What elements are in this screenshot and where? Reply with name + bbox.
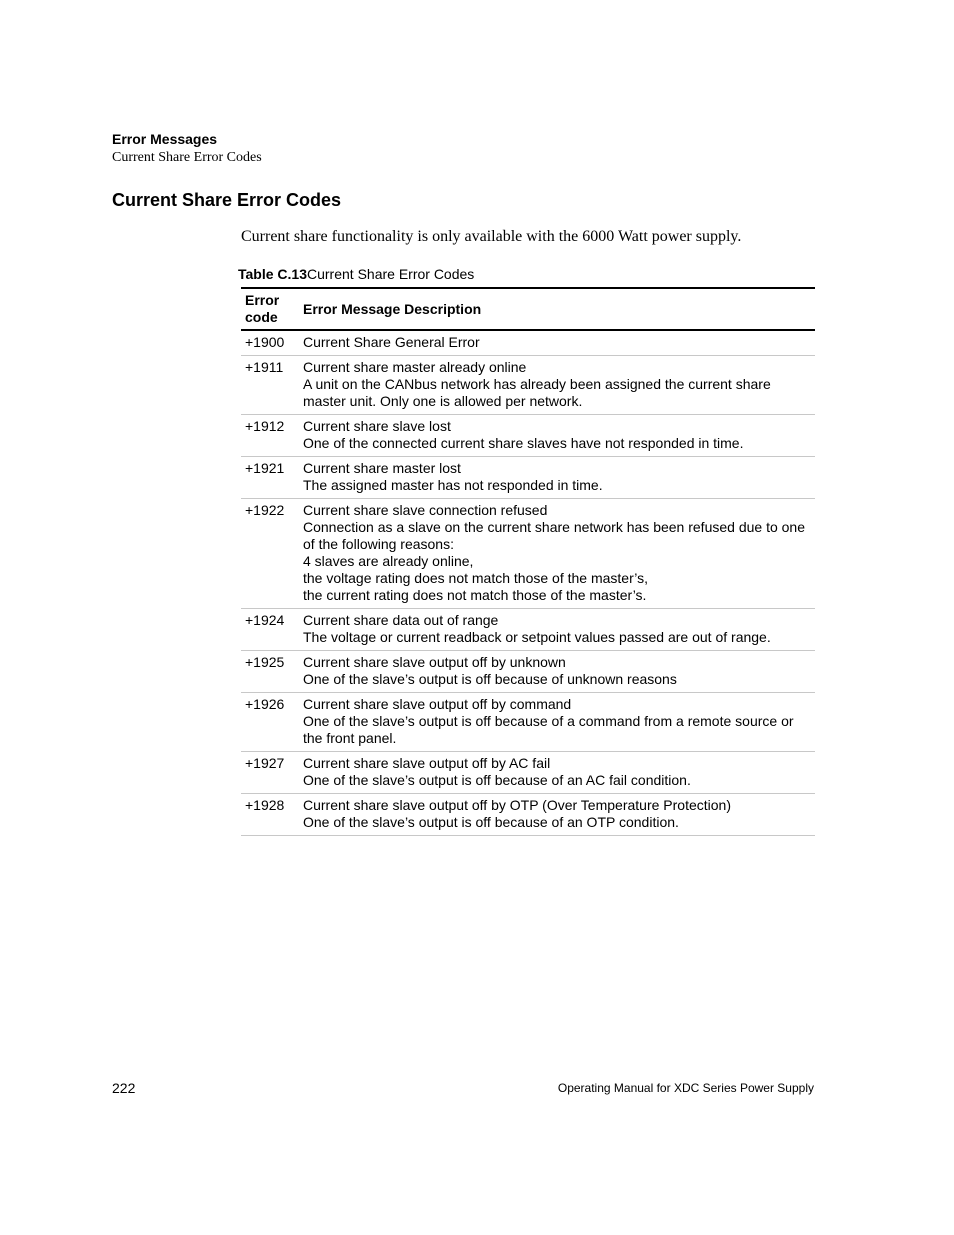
table-row bbox=[241, 651, 815, 693]
error-title: Current share slave output off by unknown bbox=[303, 654, 566, 670]
table-row bbox=[241, 356, 815, 415]
error-description-cell bbox=[299, 693, 815, 752]
header-error-code-line2: code bbox=[245, 309, 278, 325]
error-description-cell bbox=[299, 415, 815, 457]
intro-paragraph: Current share functionality is only available with the 6000 Watt power supply. bbox=[241, 228, 742, 245]
error-title: Current share data out of range bbox=[303, 612, 499, 628]
error-code-table-container bbox=[241, 287, 815, 836]
error-detail-line: One of the connected current share slaves have not responded in time. bbox=[303, 435, 744, 451]
table-caption-label: Table C.13 bbox=[238, 266, 307, 282]
error-detail-line: One of the slave’s output is off because of an AC fail condition. bbox=[303, 772, 691, 788]
error-detail-line: One of the slave’s output is off because of a command from a remote source or the front panel. bbox=[303, 713, 794, 746]
error-title: Current Share General Error bbox=[303, 334, 480, 350]
table-row bbox=[241, 415, 815, 457]
error-description-cell bbox=[299, 609, 815, 651]
error-detail-line: The voltage or current readback or setpoint values passed are out of range. bbox=[303, 629, 771, 645]
table-row bbox=[241, 499, 815, 609]
error-title: Current share slave output off by AC fail bbox=[303, 755, 551, 771]
error-title: Current share slave output off by command bbox=[303, 696, 572, 712]
running-header-subsection: Current Share Error Codes bbox=[112, 150, 262, 165]
manual-title: Operating Manual for XDC Series Power Supply bbox=[557, 1081, 814, 1095]
error-detail-line: A unit on the CANbus network has already been assigned the current share master unit. Only one is allowed per network. bbox=[303, 376, 771, 409]
error-description-cell bbox=[299, 457, 815, 499]
error-description-cell bbox=[299, 330, 815, 356]
error-title: Current share master already online bbox=[303, 359, 527, 375]
error-code-cell: +1924 bbox=[245, 612, 285, 628]
error-code-table bbox=[241, 287, 815, 836]
error-title: Current share slave lost bbox=[303, 418, 451, 434]
header-error-code-line1: Error bbox=[245, 292, 280, 308]
error-code-cell: +1926 bbox=[245, 696, 285, 712]
table-row bbox=[241, 752, 815, 794]
page-number: 222 bbox=[112, 1080, 136, 1096]
table-row bbox=[241, 609, 815, 651]
error-code-cell: +1922 bbox=[245, 502, 285, 518]
error-description-cell bbox=[299, 499, 815, 609]
error-code-cell: +1921 bbox=[245, 460, 285, 476]
error-title: Current share master lost bbox=[303, 460, 461, 476]
running-header-section: Error Messages bbox=[112, 131, 218, 147]
error-description-cell bbox=[299, 651, 815, 693]
error-code-cell: +1925 bbox=[245, 654, 285, 670]
table-caption-title: Current Share Error Codes bbox=[307, 266, 475, 282]
table-caption bbox=[238, 266, 474, 282]
header-description: Error Message Description bbox=[303, 300, 482, 317]
error-code-cell: +1912 bbox=[245, 418, 285, 434]
error-detail-line: The assigned master has not responded in time. bbox=[303, 477, 603, 493]
error-detail-line: One of the slave’s output is off because of an OTP condition. bbox=[303, 814, 679, 830]
table-body bbox=[241, 330, 815, 836]
table-row bbox=[241, 794, 815, 836]
error-code-cell: +1928 bbox=[245, 797, 285, 813]
error-detail-line: the current rating does not match those of the master’s. bbox=[303, 587, 647, 603]
error-description-cell bbox=[299, 794, 815, 836]
error-title: Current share slave output off by OTP (Over Temperature Protection) bbox=[303, 797, 731, 813]
error-detail-line: the voltage rating does not match those of the master’s, bbox=[303, 570, 649, 586]
error-code-cell: +1911 bbox=[245, 359, 284, 375]
error-description-cell bbox=[299, 356, 815, 415]
section-heading: Current Share Error Codes bbox=[112, 190, 342, 210]
error-description-cell bbox=[299, 752, 815, 794]
table-header-row bbox=[241, 288, 815, 330]
error-detail-line: One of the slave’s output is off because of unknown reasons bbox=[303, 671, 677, 687]
table-row bbox=[241, 330, 815, 356]
table-row bbox=[241, 457, 815, 499]
error-title: Current share slave connection refused bbox=[303, 502, 548, 518]
error-detail-line: Connection as a slave on the current share network has been refused due to one of the following reasons: bbox=[303, 519, 805, 552]
error-code-cell: +1927 bbox=[245, 755, 285, 771]
error-code-cell: +1900 bbox=[245, 334, 285, 350]
error-detail-line: 4 slaves are already online, bbox=[303, 553, 474, 569]
header-error-code bbox=[241, 288, 299, 330]
table-row bbox=[241, 693, 815, 752]
